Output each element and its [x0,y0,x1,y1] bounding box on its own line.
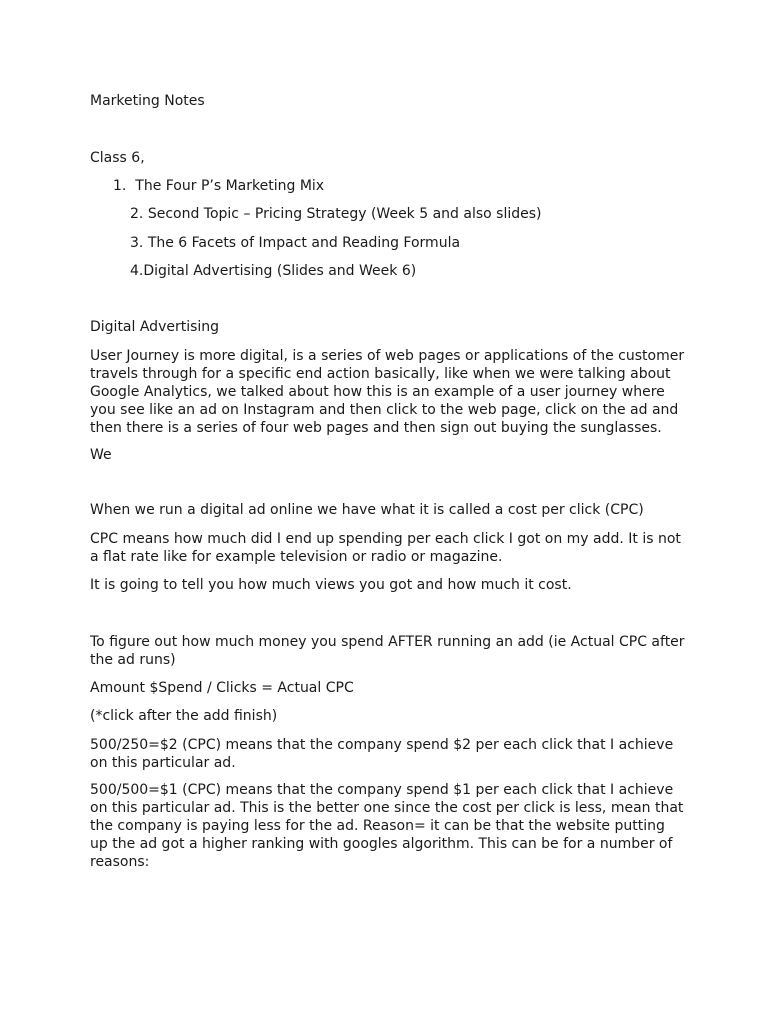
document-title: Marketing Notes [90,93,205,109]
cpc-formula: Amount $Spend / Clicks = Actual CPC [90,680,354,696]
example-2-paragraph [90,781,690,871]
views-line: It is going to tell you how much views you got and how much it cost. [90,577,572,593]
paragraph-line: User Journey is more digital, is a series of web pages or applications of the customer [90,348,685,364]
outline-item-text: The 6 Facets of Impact and Reading Formula [147,235,461,251]
paragraph-line: travels through for a specific end action basically, like when we were talking about [90,366,671,382]
paragraph-line: reasons: [90,854,150,870]
outline-item-3 [130,234,460,252]
class-label: Class 6, [90,150,145,166]
paragraph-line: then there is a series of four web pages and then sign out buying the sunglasses. [90,420,662,436]
paragraph-line: the ad runs) [90,652,176,668]
outline-item-text: Second Topic – Pricing Strategy (Week 5 and also slides) [147,206,542,222]
cpc-meaning-paragraph [90,530,690,566]
outline-item-number: 4. [130,263,144,279]
outline-item-number: 2. [130,206,144,222]
cpc-intro: When we run a digital ad online we have what it is called a cost per click (CPC) [90,502,644,518]
we-fragment: We [90,447,112,463]
paragraph-line: on this particular ad. This is the better one since the cost per click is less, mean that [90,800,684,816]
paragraph-line: CPC means how much did I end up spending per each click I got on my add. It is not [90,531,681,547]
example-1-paragraph [90,736,690,772]
outline-item-number: 1. [113,178,127,194]
section-heading: Digital Advertising [90,319,220,335]
outline-item-2 [130,205,542,223]
paragraph-line: 500/500=$1 (CPC) means that the company spend $1 per each click that I achieve [90,782,674,798]
outline-item-4 [130,262,416,280]
outline-item-1 [113,177,324,195]
paragraph-line: 500/250=$2 (CPC) means that the company spend $2 per each click that I achieve [90,737,674,753]
outline-item-number: 3. [130,235,144,251]
paragraph-line: Google Analytics, we talked about how this is an example of a user journey where [90,384,665,400]
formula-note: (*click after the add finish) [90,708,278,724]
paragraph-line: To figure out how much money you spend AFTER running an add (ie Actual CPC after [90,634,685,650]
figure-out-paragraph [90,633,690,669]
outline-item-text: Digital Advertising (Slides and Week 6) [143,263,417,279]
paragraph-line: on this particular ad. [90,755,236,771]
outline-item-text: The Four P’s Marketing Mix [135,178,325,194]
paragraph-line: you see like an ad on Instagram and then click to the web page, click on the ad and [90,402,679,418]
paragraph-line: the company is paying less for the ad. Reason= it can be that the website putting [90,818,665,834]
user-journey-paragraph [90,347,690,437]
paragraph-line: up the ad got a higher ranking with googles algorithm. This can be for a number of [90,836,673,852]
paragraph-line: a flat rate like for example television or radio or magazine. [90,549,503,565]
